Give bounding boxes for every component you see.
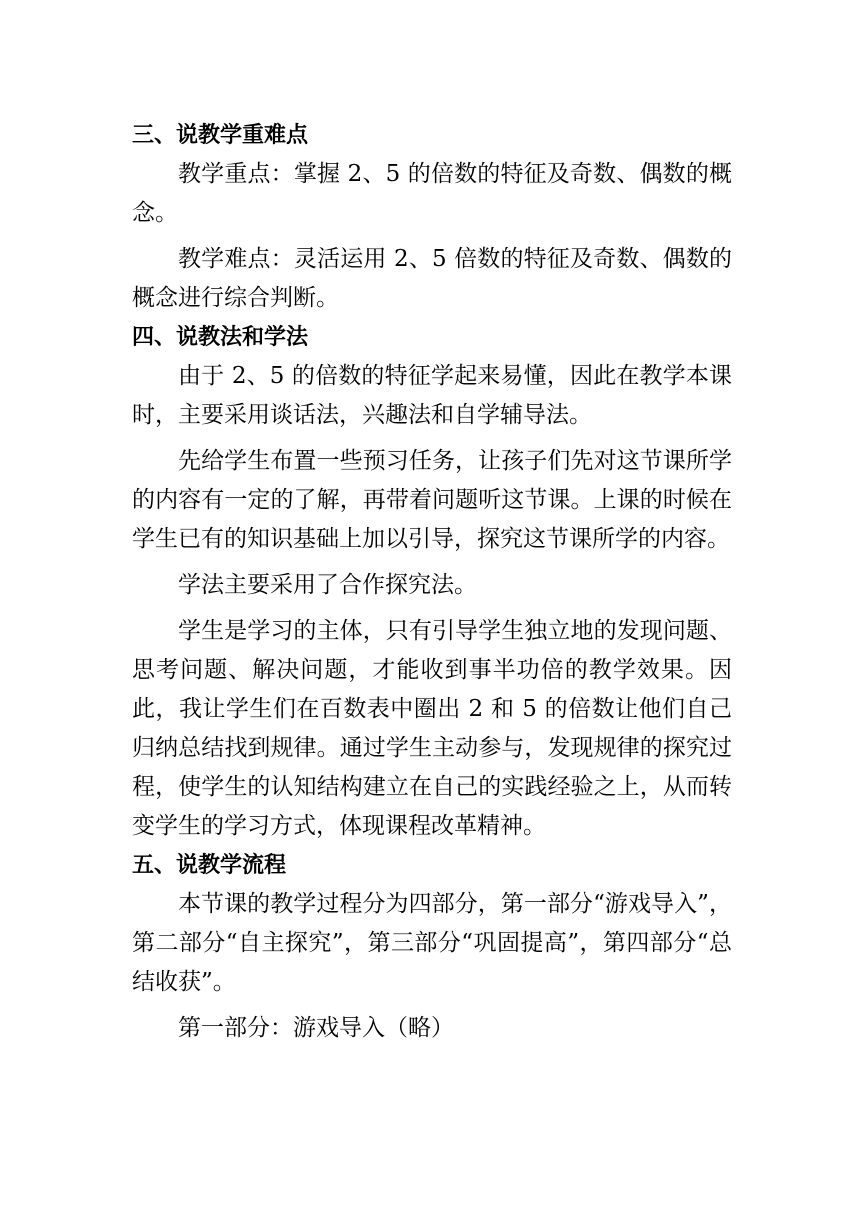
document-body <box>132 116 732 1055</box>
difficulty-paragraph: 教学难点：灵活运用 2、5 倍数的特征及奇数、偶数的概念进行综合判断。 <box>132 246 732 311</box>
section-heading-4: 四、说教法和学法 <box>132 325 309 350</box>
section-heading-3: 三、说教学重难点 <box>132 123 309 148</box>
process-paragraph-2: 第一部分：游戏导入（略） <box>178 1015 454 1041</box>
section-heading-5: 五、说教学流程 <box>132 853 287 878</box>
method-paragraph-3: 学法主要采用了合作探究法。 <box>178 572 477 598</box>
method-paragraph-1: 由于 2、5 的倍数的特征学起来易懂，因此在教学本课时，主要采用谈话法，兴趣法和自学辅导法。 <box>132 363 732 428</box>
key-point-paragraph: 教学重点：掌握 2、5 的倍数的特征及奇数、偶数的概念。 <box>132 161 732 226</box>
process-paragraph-1: 本节课的教学过程分为四部分，第一部分“游戏导入”，第二部分“自主探究”，第三部分“巩固提高”，第四部分“总结收获”。 <box>132 891 732 995</box>
method-paragraph-2: 先给学生布置一些预习任务，让孩子们先对这节课所学的内容有一定的了解，再带着问题听这节课。上课的时候在学生已有的知识基础上加以引导，探究这节课所学的内容。 <box>132 448 732 552</box>
method-paragraph-4: 学生是学习的主体，只有引导学生独立地的发现问题、思考问题、解决问题，才能收到事半功倍的教学效果。因此，我让学生们在百数表中圈出 2 和 5 的倍数让他们自己归纳总结找到规律。通过学生主动参与，发现规律的探究过程，使学生的认知结构建立在自己的实践经验之上，从而转变学生的学习方式，体现课程改革精神。 <box>132 618 732 839</box>
